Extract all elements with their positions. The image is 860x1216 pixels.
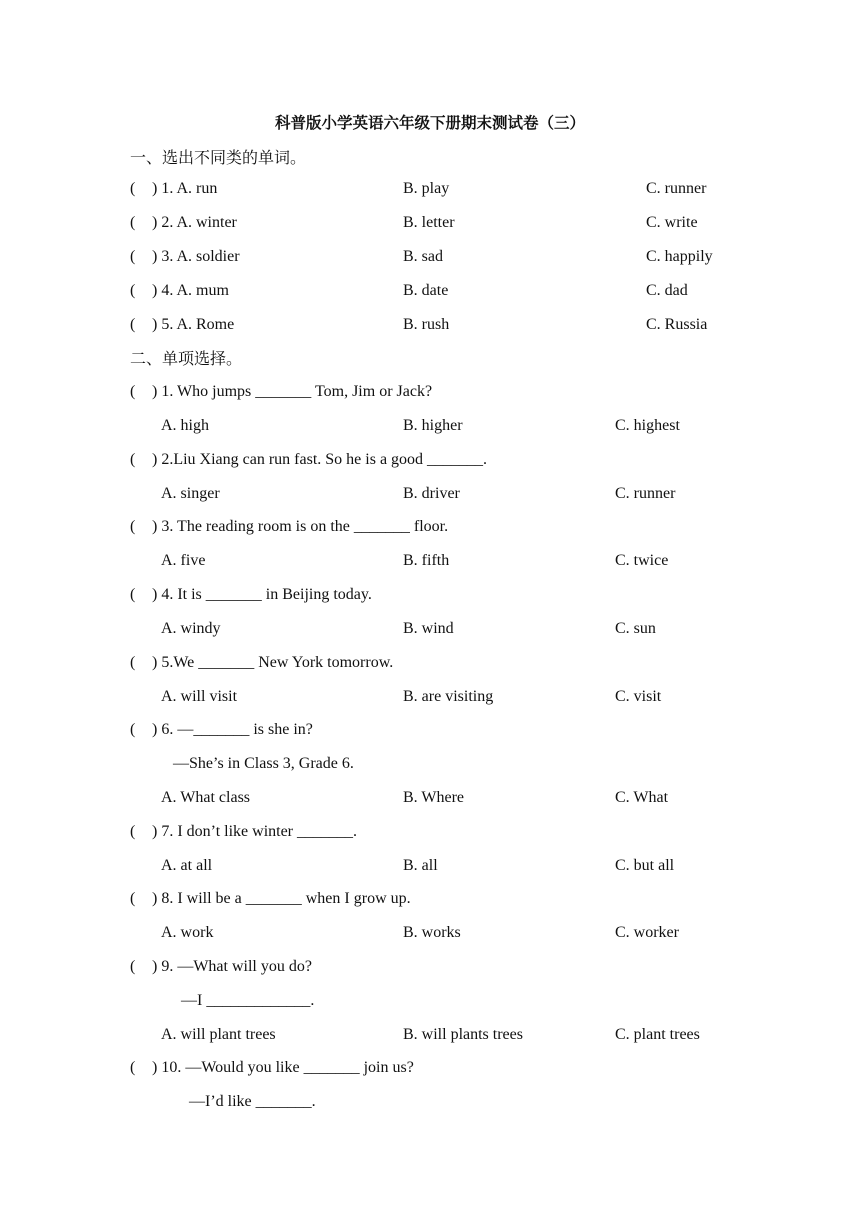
question-row — [130, 821, 357, 843]
question-row — [130, 719, 313, 741]
option-a: A. high — [161, 417, 209, 434]
option-b: B. letter — [403, 214, 455, 231]
question-text: ) 3. The reading room is on the _______ floor. — [152, 518, 449, 535]
answer-paren: ( — [130, 214, 136, 231]
option-b: B. date — [403, 282, 449, 299]
option-a: A. singer — [161, 485, 220, 502]
dialogue-reply: —She’s in Class 3, Grade 6. — [173, 755, 354, 772]
option-b: B. all — [403, 857, 438, 874]
answer-paren: ( — [130, 721, 136, 738]
option-a: A. will visit — [161, 688, 238, 705]
option-c: C. highest — [615, 417, 680, 434]
question-text: ) 3. A. soldier — [152, 248, 240, 265]
option-b: B. are visiting — [403, 688, 494, 705]
option-a: A. five — [161, 552, 206, 569]
answer-paren: ( — [130, 451, 136, 468]
answer-paren: ( — [130, 958, 136, 975]
option-c: C. runner — [615, 485, 676, 502]
answer-paren: ( — [130, 890, 136, 907]
option-a: A. work — [161, 924, 214, 941]
question-text: ) 4. It is _______ in Beijing today. — [152, 586, 372, 603]
question-text: ) 1. A. run — [152, 180, 218, 197]
option-c: C. but all — [615, 857, 675, 874]
question-row — [130, 516, 448, 538]
question-text: ) 10. —Would you like _______ join us? — [152, 1059, 414, 1076]
question-text: ) 1. Who jumps _______ Tom, Jim or Jack? — [152, 383, 433, 400]
option-b: B. play — [403, 180, 450, 197]
question-row — [130, 212, 237, 234]
question-row — [130, 178, 217, 200]
page-title: 科普版小学英语六年级下册期末测试卷（三） — [274, 115, 585, 132]
option-a: A. at all — [161, 857, 213, 874]
answer-paren: ( — [130, 654, 136, 671]
option-c: C. Russia — [646, 316, 708, 333]
option-b: B. works — [403, 924, 461, 941]
question-row — [130, 246, 240, 268]
option-b: B. driver — [403, 485, 460, 502]
option-b: B. sad — [403, 248, 443, 265]
answer-paren: ( — [130, 383, 136, 400]
answer-paren: ( — [130, 518, 136, 535]
option-a: A. What class — [161, 789, 251, 806]
question-row — [130, 888, 411, 910]
section-heading-1: 一、选出不同类的单词。 — [130, 150, 307, 167]
option-c: C. runner — [646, 180, 707, 197]
answer-paren: ( — [130, 282, 136, 299]
option-c: C. What — [615, 789, 669, 806]
question-row — [130, 1057, 414, 1079]
question-row — [130, 381, 432, 403]
option-c: C. visit — [615, 688, 662, 705]
option-a: A. will plant trees — [161, 1026, 276, 1043]
option-c: C. happily — [646, 248, 713, 265]
option-b: B. fifth — [403, 552, 450, 569]
option-b: B. wind — [403, 620, 454, 637]
option-a: A. windy — [161, 620, 221, 637]
option-c: C. sun — [615, 620, 656, 637]
question-text: ) 4. A. mum — [152, 282, 229, 299]
option-b: B. Where — [403, 789, 465, 806]
answer-paren: ( — [130, 823, 136, 840]
question-text: ) 7. I don’t like winter _______. — [152, 823, 358, 840]
dialogue-reply: —I’d like _______. — [189, 1093, 316, 1110]
question-text: ) 8. I will be a _______ when I grow up. — [152, 890, 411, 907]
option-c: C. write — [646, 214, 698, 231]
option-b: B. rush — [403, 316, 450, 333]
option-c: C. worker — [615, 924, 679, 941]
answer-paren: ( — [130, 248, 136, 265]
option-b: B. will plants trees — [403, 1026, 523, 1043]
question-text: ) 5.We _______ New York tomorrow. — [152, 654, 394, 671]
question-row — [130, 280, 229, 302]
section-heading-2: 二、单项选择。 — [130, 351, 243, 368]
answer-paren: ( — [130, 1059, 136, 1076]
question-text: ) 5. A. Rome — [152, 316, 235, 333]
question-row — [130, 956, 312, 978]
option-c: C. twice — [615, 552, 669, 569]
dialogue-reply: —I _____________. — [181, 992, 315, 1009]
option-c: C. plant trees — [615, 1026, 700, 1043]
question-text: ) 2.Liu Xiang can run fast. So he is a good _______. — [152, 451, 488, 468]
answer-paren: ( — [130, 180, 136, 197]
option-c: C. dad — [646, 282, 688, 299]
question-text: ) 9. —What will you do? — [152, 958, 312, 975]
question-row — [130, 449, 487, 471]
question-row — [130, 652, 393, 674]
answer-paren: ( — [130, 586, 136, 603]
question-text: ) 6. —_______ is she in? — [152, 721, 313, 738]
answer-paren: ( — [130, 316, 136, 333]
option-b: B. higher — [403, 417, 463, 434]
question-row — [130, 314, 234, 336]
question-text: ) 2. A. winter — [152, 214, 237, 231]
question-row — [130, 584, 372, 606]
